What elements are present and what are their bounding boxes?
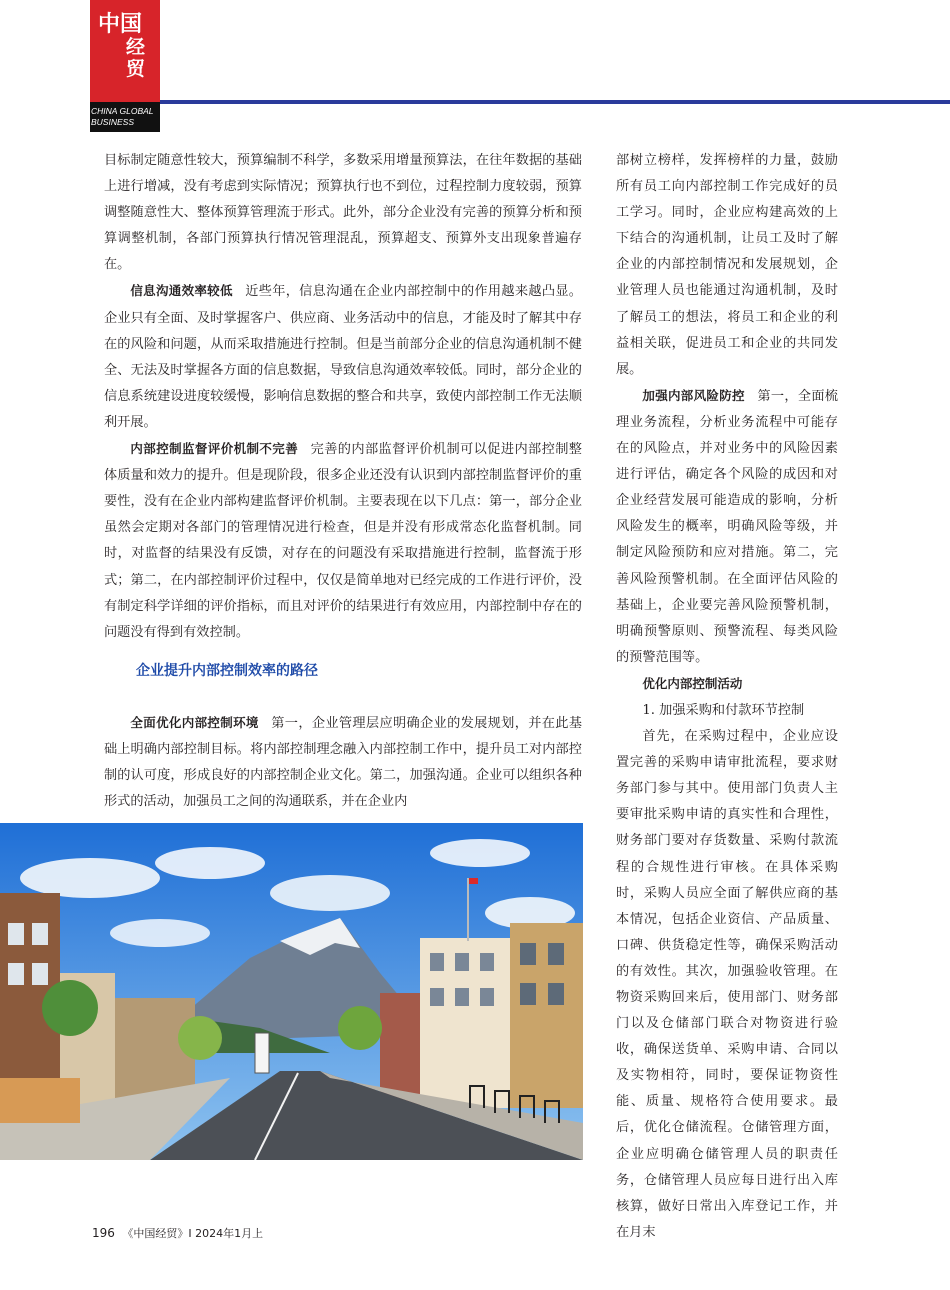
subheading: 内部控制监督评价机制不完善: [130, 441, 299, 457]
right-column: [616, 148, 838, 1246]
paragraph: 内部控制监督评价机制不完善 完善的内部监督评价机制可以促进内部控制整体质量和效力的提升。但是现阶段，很多企业还没有认识到内部控制监督评价的重要性，没有在企业内部构建监督评价机制。主要表现在以下几点：第一，部分企业虽然会定期对各部门的管理情况进行检查，但是并没有形成常态化监督机制。同时，对监督的结果没有反馈，对存在的问题没有采取措施进行控制，监督流于形式；第二，在内部控制评价过程中，仅仅是简单地对已经完成的工作进行评价，没有制定科学详细的评价指标，而且对评价的结果进行有效应用，内部控制中存在的问题没有得到有效控制。: [104, 441, 582, 640]
paragraph: 全面优化内部控制环境 第一，企业管理层应明确企业的发展规划，并在此基础上明确内部控制目标。将内部控制理念融入内部控制工作中，提升员工对内部控制的认可度，形成良好的内部控制企业文化。第二，加强沟通。企业可以组织各种形式的活动，加强员工之间的沟通联系，并在企业内: [104, 715, 582, 810]
paragraph: 首先，在采购过程中，企业应设置完善的采购申请审批流程，要求财务部门参与其中。使用部门负责人主要审批采购申请的真实性和合理性，财务部门要对存货数量、采购付款流程的合规性进行审核。在具体采购时，采购人员应全面了解供应商的基本情况，包括企业资信、产品质量、口碑、供货稳定性等，确保采购活动的有效性。其次，加强验收管理。在物资采购回来后，使用部门、财务部门以及仓储部门联合对物资进行验收，确保送货单、采购申请、合同以及实物相符，同时，要保证物资性能、质量、规格符合使用要求。最后，优化仓储流程。仓储管理方面，企业应明确仓储管理人员的职责任务，仓储管理人员应每日进行出入库核算，做好日常出入库登记工作，并在月末: [616, 729, 838, 1240]
left-column-top: [104, 148, 582, 646]
header-rule: [160, 100, 950, 104]
logo-text-1: 中国: [98, 12, 143, 37]
paragraph: 信息沟通效率较低 近些年，信息沟通在企业内部控制中的作用越来越凸显。企业只有全面、及时掌握客户、供应商、业务活动中的信息，才能及时了解其中存在的风险和问题，从而采取措施进行控制。但是当前部分企业的信息沟通机制不健全、无法及时掌握各方面的信息数据，导致信息沟通效率较低。同时，部分企业的信息系统建设进度较缓慢，影响信息数据的整合和共享，致使内部控制工作无法顺利开展。: [104, 283, 582, 430]
subheading: 全面优化内部控制环境: [130, 715, 259, 730]
subheading: 信息沟通效率较低: [130, 283, 233, 299]
paragraph: [616, 671, 838, 698]
paragraph: 加强内部风险防控 第一，全面梳理业务流程，分析业务流程中可能存在的风险点，并对业务中的风险因素进行评估，确定各个风险的成因和对企业经营发展可能造成的影响，分析风险发生的概率，明确风险等级，并制定风险预防和应对措施。第二，完善风险预警机制。在全面评估风险的基础上，企业要完善风险预警机制，明确预警原则、预警流程、每类风险的预警范围等。: [616, 387, 838, 665]
paragraph: 部树立榜样，发挥榜样的力量，鼓励所有员工向内部控制工作完成好的员工学习。同时，企业应构建高效的上下结合的沟通机制，让员工及时了解企业的内部控制情况和发展规划，企业管理人员也能通过沟通机制，及时了解员工的想法，将员工和企业的利益相关联，促进员工和企业的共同发展。: [616, 153, 838, 377]
street-mountain-photo: [0, 823, 583, 1160]
left-column-bottom: [104, 710, 582, 815]
section-title: 企业提升内部控制效率的路径: [136, 663, 318, 679]
numbered-subheading: 1. 加强采购和付款环节控制: [642, 702, 805, 718]
paragraph: 目标制定随意性较大，预算编制不科学，多数采用增量预算法，在往年数据的基础上进行增减，没有考虑到实际情况；预算执行也不到位，过程控制力度较弱，预算调整随意性大、整体预算管理流于形式。此外，部分企业没有完善的预算分析和预算调整机制，各部门预算执行情况管理混乱，预算超支、预算外支出现象普遍存在。: [104, 153, 582, 273]
page-number: 196: [92, 1226, 115, 1240]
issue-info: 《中国经贸》I 2024年1月上: [122, 1227, 264, 1240]
subheading: 加强内部风险防控: [642, 387, 745, 403]
logo-text-2: 经贸: [126, 36, 146, 80]
logo-english-2: BUSINESS: [91, 117, 134, 127]
logo-english-1: CHINA GLOBAL: [91, 106, 154, 116]
subheading: 优化内部控制活动: [642, 675, 743, 691]
logo-english: [90, 102, 160, 132]
photo-illustration: [0, 823, 583, 1160]
page-footer: [92, 1225, 263, 1241]
magazine-logo: [90, 0, 160, 102]
